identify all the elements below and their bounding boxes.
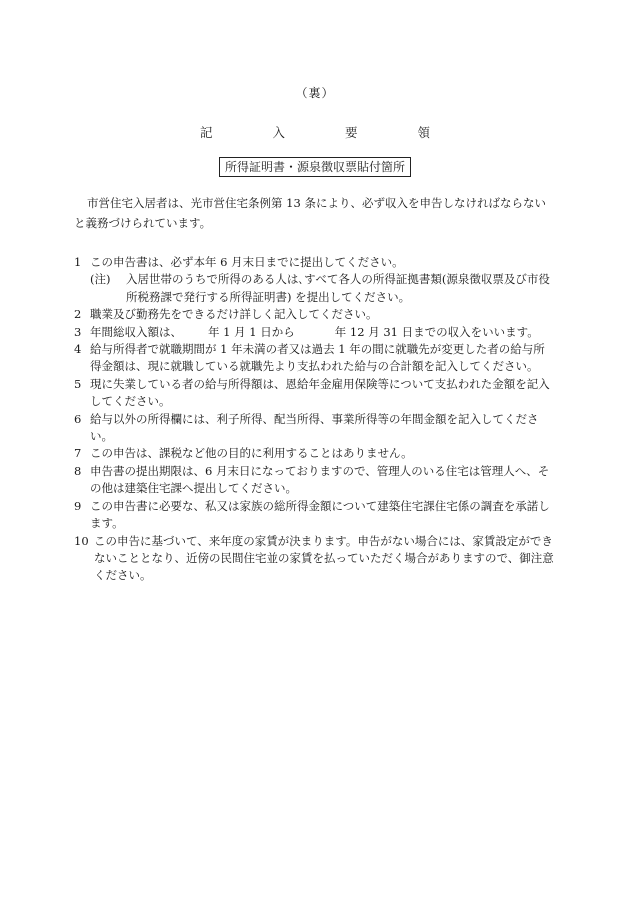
list-item xyxy=(74,411,556,446)
item-number: 3 xyxy=(74,324,82,339)
list-item xyxy=(74,376,556,411)
title-char-1: 記 xyxy=(199,125,213,140)
title-char-2: 入 xyxy=(272,125,285,140)
title-char-3: 要 xyxy=(344,125,358,140)
item-text-b: 年 1 月 1 日から xyxy=(208,324,295,339)
instruction-list xyxy=(74,254,556,585)
item-text: 現に失業している者の給与所得額は、恩給年金雇用保険等について支払われた金額を記入してください。 xyxy=(90,376,550,409)
item-number: 10 xyxy=(74,533,89,548)
list-item xyxy=(74,533,556,585)
item-text: 給与所得者で就職期間が 1 年未満の者又は過去 1 年の間に就職先が変更した者の給与所得金額は、現に就職している就職先より支払われた給与の合計額を記入してください。 xyxy=(90,342,545,374)
item-number: 5 xyxy=(74,376,82,391)
item-text: この申告書に必要な、私又は家族の総所得金額について建築住宅課住宅係の調査を承諾します。 xyxy=(90,498,550,531)
note-text: 入居世帯のうちで所得のある人は､すべて各人の所得証拠書類(源泉徴収票及び市役所税務課で発行する所得証明書) を提出してください。 xyxy=(126,272,550,304)
item-text: 申告書の提出期限は、6 月末日になっておりますので、管理人のいる住宅は管理人へ、その他は建築住宅課へ提出してください。 xyxy=(90,463,550,496)
item-text: この申告書は、必ず本年 6 月末日までに提出してください。 xyxy=(90,255,404,269)
list-item xyxy=(74,341,556,376)
list-item xyxy=(74,498,556,533)
page-title xyxy=(0,123,630,141)
page-side-label: （裏） xyxy=(295,86,335,100)
list-item xyxy=(74,324,556,341)
list-item xyxy=(74,445,556,462)
item-text-c: 年 12 月 31 日までの収入をいいます。 xyxy=(334,324,539,339)
item-number: 6 xyxy=(74,411,82,426)
item-text: この申告は、課税など他の目的に利用することはありません。 xyxy=(90,446,413,461)
item-text: この申告に基づいて、来年度の家賃が決まります。申告がない場合には、家賃設定ができないこととなり、近傍の民間住宅並の家賃を払っていただく場合がありますので、御注意ください。 xyxy=(94,533,554,583)
item-number: 7 xyxy=(74,446,82,461)
note-mark: (注) xyxy=(90,272,111,287)
item-text: 給与以外の所得欄には、利子所得、配当所得、事業所得等の年間金額を記入してください。 xyxy=(90,411,539,444)
item-text-a: 年間総収入額は、 xyxy=(90,324,182,339)
note-item xyxy=(74,271,556,306)
intro-paragraph: 市営住宅入居者は、光市営住宅条例第 13 条により、必ず収入を申告しなければならないと義務づけられています。 xyxy=(74,196,546,230)
title-char-4: 領 xyxy=(417,125,430,140)
list-item xyxy=(74,254,556,271)
item-number: 1 xyxy=(74,255,82,269)
item-number: 9 xyxy=(74,498,82,513)
item-number: 2 xyxy=(74,307,82,322)
item-number: 8 xyxy=(74,463,82,478)
list-item xyxy=(74,463,556,498)
item-text: 職業及び勤務先をできるだけ詳しく記入してください。 xyxy=(90,307,378,322)
item-number: 4 xyxy=(74,342,82,357)
list-item xyxy=(74,306,556,323)
attachment-area-label: 所得証明書・源泉徴収票貼付箇所 xyxy=(219,157,411,177)
